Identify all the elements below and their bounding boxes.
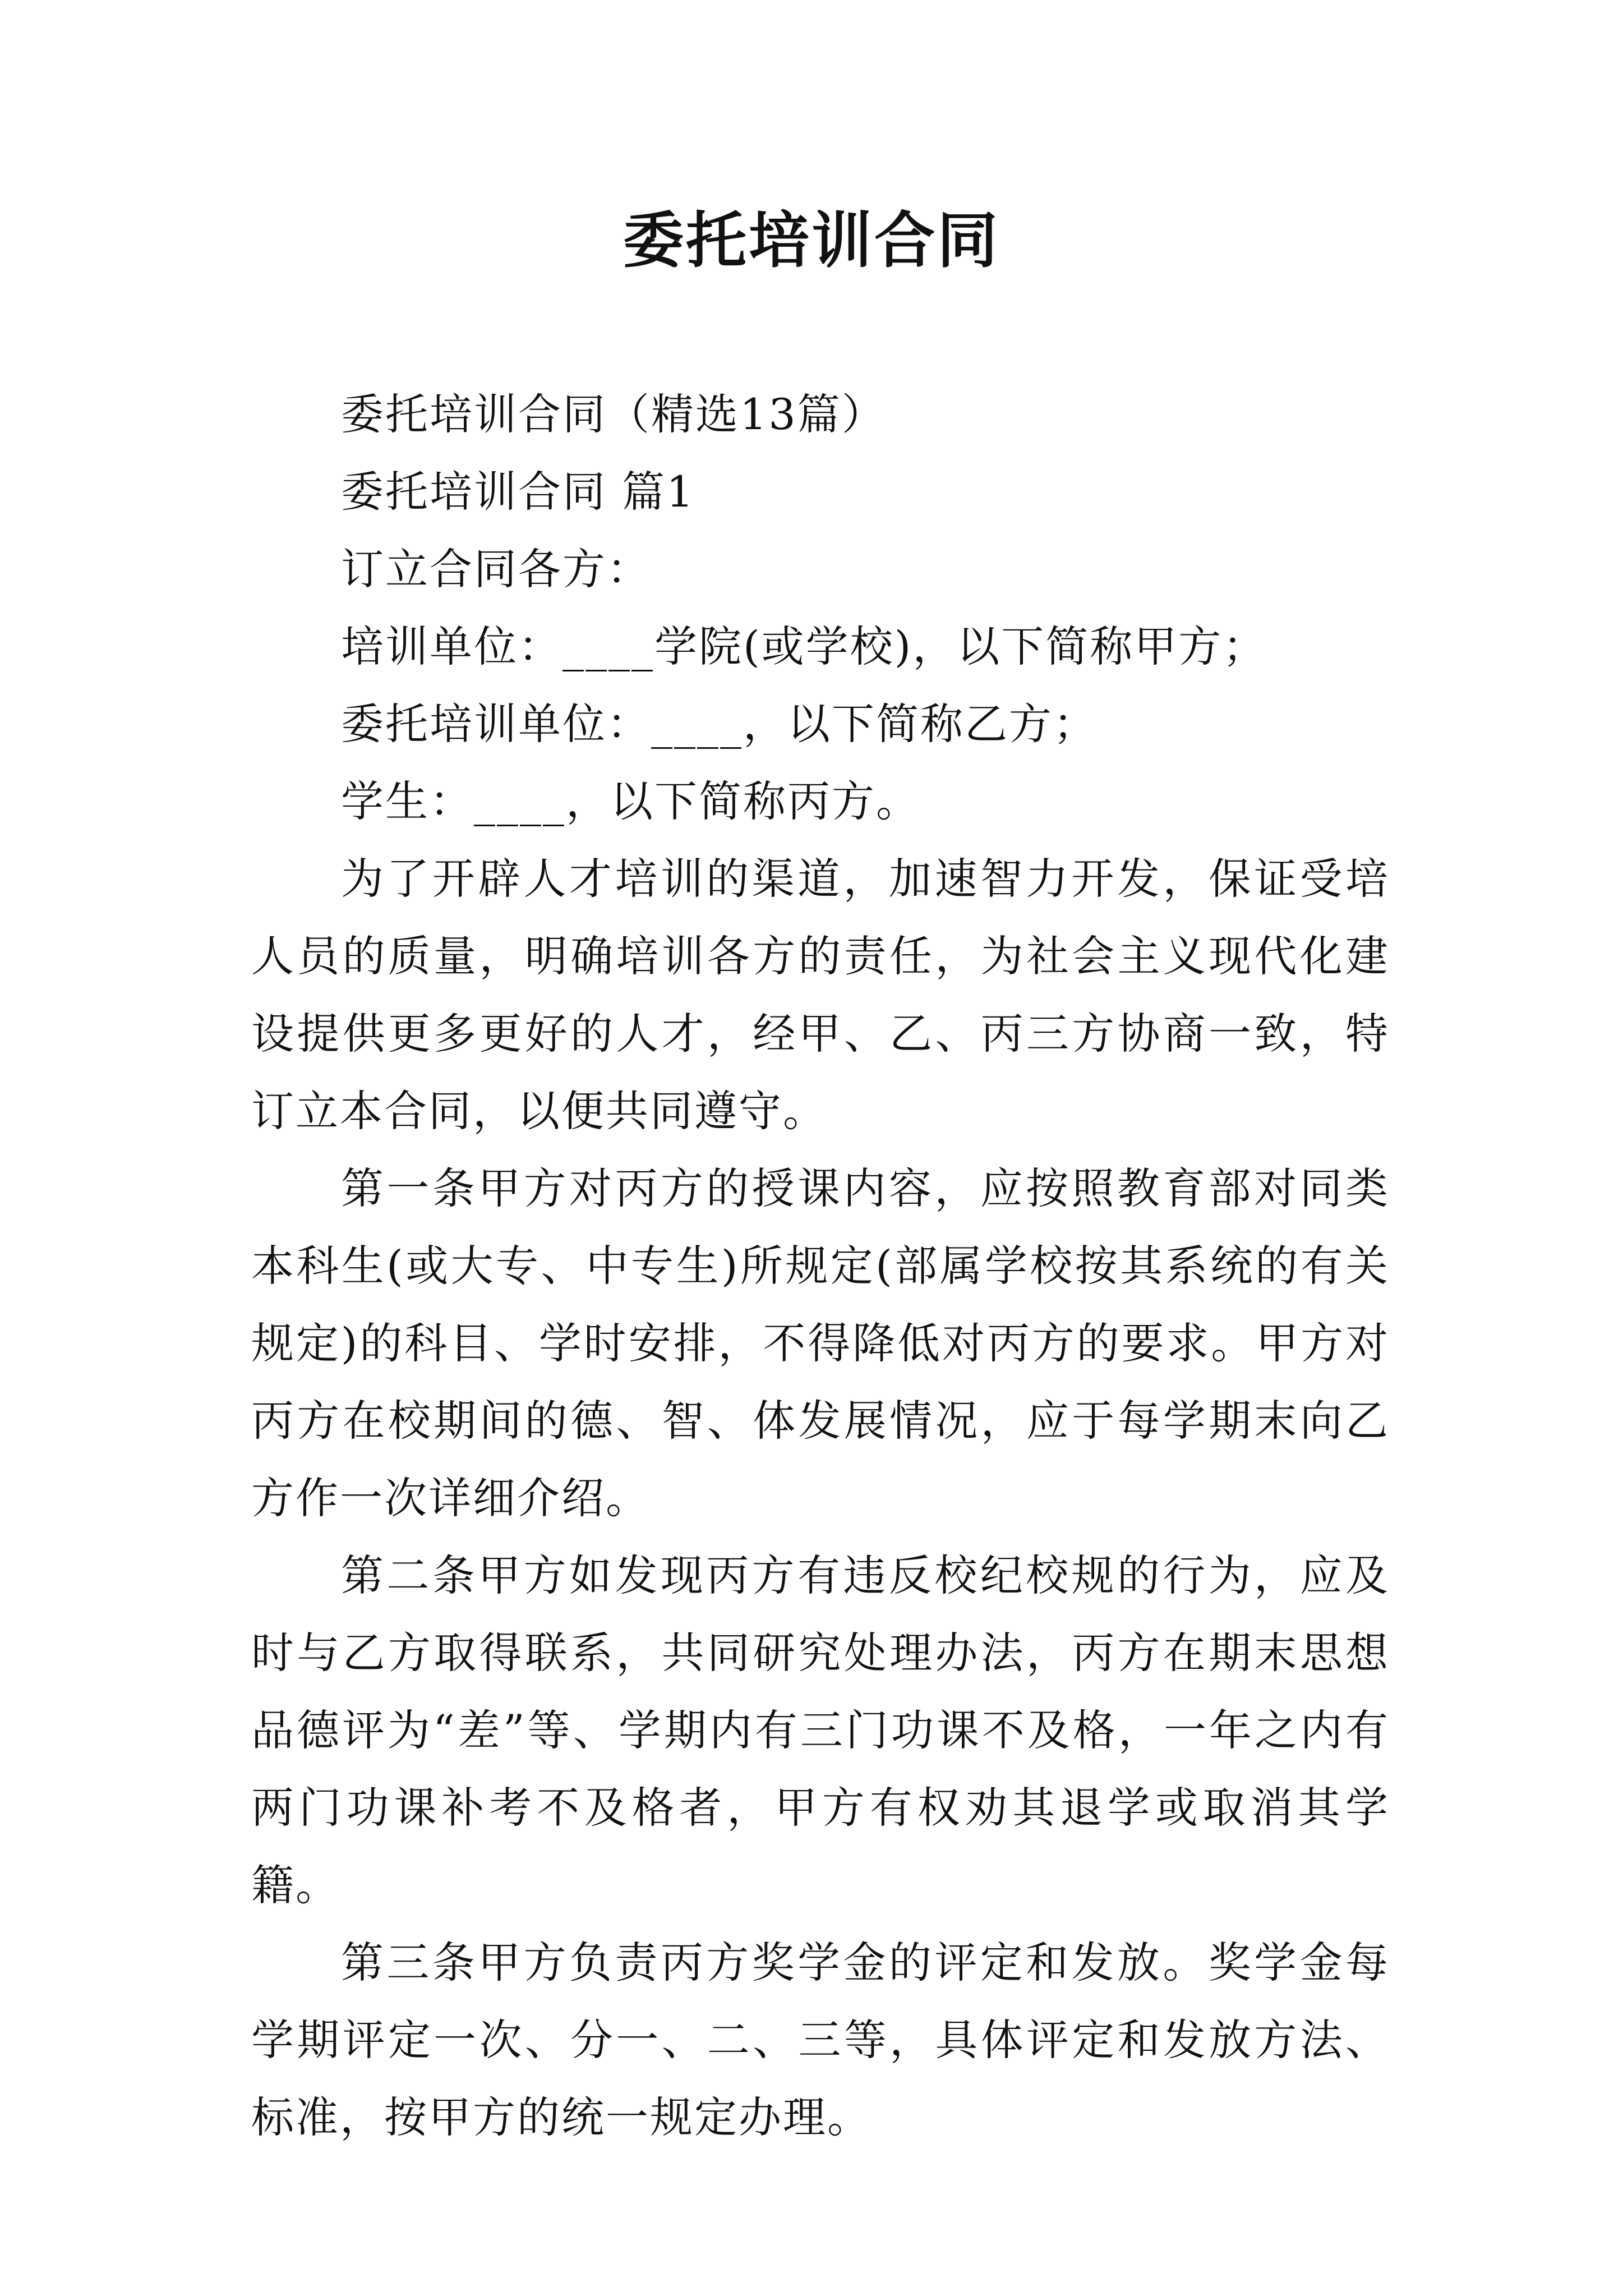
party-a-line: 培训单位：____学院(或学校)，以下简称甲方； — [341, 622, 1267, 671]
parties-heading: 订立合同各方： — [341, 544, 651, 594]
party-c-line: 学生：____，以下简称丙方。 — [341, 776, 920, 826]
party-b-line: 委托培训单位：____，以下简称乙方； — [341, 699, 1098, 749]
article-3-paragraph: 第三条甲方负责丙方奖学金的评定和发放。奖学金每学期评定一次、分一、二、三等，具体评定和发放方法、标准，按甲方的统一规定办理。 — [251, 1938, 1390, 2142]
article-1-paragraph: 第一条甲方对丙方的授课内容，应按照教育部对同类本科生(或大专、中专生)所规定(部属学校按其系统的有关规定)的科目、学时安排，不得降低对丙方的要求。甲方对丙方在校期间的德、智、体发展情况，应于每学期末向乙方作一次详细介绍。 — [251, 1163, 1390, 1523]
article-2-paragraph: 第二条甲方如发现丙方有违反校纪校规的行为，应及时与乙方取得联系，共同研究处理办法，丙方在期末思想品德评为“差”等、学期内有三门功课不及格，一年之内有两门功课补考不及格者，甲方有权劝其退学或取消其学籍。 — [251, 1550, 1390, 1910]
document-body — [251, 376, 1390, 2156]
document-title: 委托培训合同 — [623, 206, 1000, 276]
preamble-paragraph: 为了开辟人才培训的渠道，加速智力开发，保证受培人员的质量，明确培训各方的责任，为社会主义现代化建设提供更多更好的人才，经甲、乙、丙三方协商一致，特订立本合同，以便共同遵守。 — [251, 854, 1390, 1136]
section-heading: 委托培训合同 篇1 — [341, 467, 695, 517]
subtitle-line: 委托培训合同（精选13篇） — [341, 389, 886, 439]
